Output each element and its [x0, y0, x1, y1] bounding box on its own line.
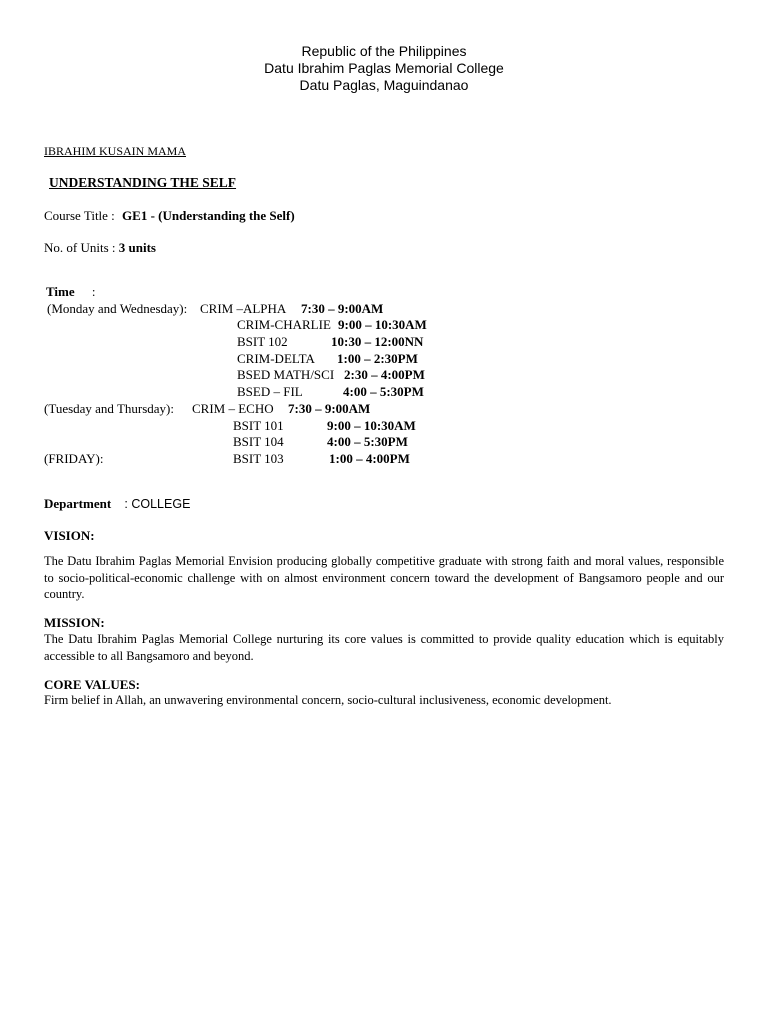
schedule-section: BSIT 104 — [233, 434, 284, 449]
schedule-row — [0, 317, 768, 333]
schedule-time: 1:00 – 4:00PM — [329, 451, 410, 466]
mission-heading: MISSION: — [44, 615, 105, 630]
units-line — [44, 240, 156, 256]
schedule-time: 1:00 – 2:30PM — [337, 351, 418, 366]
schedule-row — [0, 451, 768, 467]
units-value: 3 units — [118, 240, 156, 255]
schedule-row — [0, 434, 768, 450]
letterhead-line-1: Republic of the Philippines — [301, 43, 467, 59]
schedule-section: BSIT 101 — [233, 418, 284, 433]
schedule-section: BSIT 102 — [237, 334, 288, 349]
vision-heading: VISION: — [44, 528, 95, 543]
schedule-time: 7:30 – 9:00AM — [301, 301, 384, 316]
core-values-text: Firm belief in Allah, an unwavering environmental concern, socio-cultural inclusiveness, economic development. — [44, 693, 612, 707]
schedule-section: BSIT 103 — [233, 451, 284, 466]
schedule-row — [0, 351, 768, 367]
department-value: : COLLEGE — [124, 497, 191, 511]
schedule-row — [0, 384, 768, 400]
vision-text: The Datu Ibrahim Paglas Memorial Envision producing globally competitive graduate with strong faith and moral values, responsible to socio-political-economic challenge with on almost environment concern toward the development of Bangsamoro people and our country. — [44, 554, 724, 601]
schedule-time: 9:00 – 10:30AM — [327, 418, 416, 433]
schedule-section: BSED – FIL — [237, 384, 303, 399]
course-title-value: GE1 - (Understanding the Self) — [122, 208, 295, 223]
units-label: No. of Units : — [44, 240, 116, 255]
department-line — [44, 496, 190, 512]
mission-text: The Datu Ibrahim Paglas Memorial College nurturing its core values is committed to provide quality education which is equitably accessible to all Bangsamoro and beyond. — [44, 632, 724, 663]
course-title-line — [44, 208, 295, 224]
core-values-heading: CORE VALUES: — [44, 677, 140, 692]
letterhead-line-2: Datu Ibrahim Paglas Memorial College — [264, 60, 504, 76]
department-label: Department — [44, 496, 112, 511]
schedule-row — [0, 367, 768, 383]
schedule-row — [0, 418, 768, 434]
schedule-time: 4:00 – 5:30PM — [343, 384, 424, 399]
schedule-row — [0, 301, 768, 317]
letterhead — [0, 43, 768, 94]
schedule-time: 4:00 – 5:30PM — [327, 434, 408, 449]
time-colon: : — [91, 284, 96, 299]
schedule-day: (Monday and Wednesday): — [47, 301, 188, 316]
document-title: UNDERSTANDING THE SELF — [49, 175, 237, 190]
schedule-section: CRIM – ECHO — [192, 401, 274, 416]
time-label: Time — [46, 284, 75, 299]
time-heading — [46, 284, 96, 300]
schedule-time: 9:00 – 10:30AM — [338, 317, 427, 332]
schedule-row — [0, 334, 768, 350]
schedule-row — [0, 401, 768, 417]
schedule-time: 7:30 – 9:00AM — [288, 401, 371, 416]
course-title-label: Course Title : — [44, 208, 115, 223]
letterhead-line-3: Datu Paglas, Maguindanao — [299, 77, 469, 93]
schedule-section: CRIM-DELTA — [237, 351, 315, 366]
schedule-day: (Tuesday and Thursday): — [44, 401, 174, 416]
schedule-time: 2:30 – 4:00PM — [344, 367, 425, 382]
schedule-section: BSED MATH/SCI — [237, 367, 335, 382]
instructor-name: IBRAHIM KUSAIN MAMA — [44, 144, 187, 158]
schedule-time: 10:30 – 12:00NN — [331, 334, 424, 349]
schedule-section: CRIM –ALPHA — [200, 301, 287, 316]
schedule-day: (FRIDAY): — [44, 451, 104, 466]
schedule-section: CRIM-CHARLIE — [237, 317, 331, 332]
